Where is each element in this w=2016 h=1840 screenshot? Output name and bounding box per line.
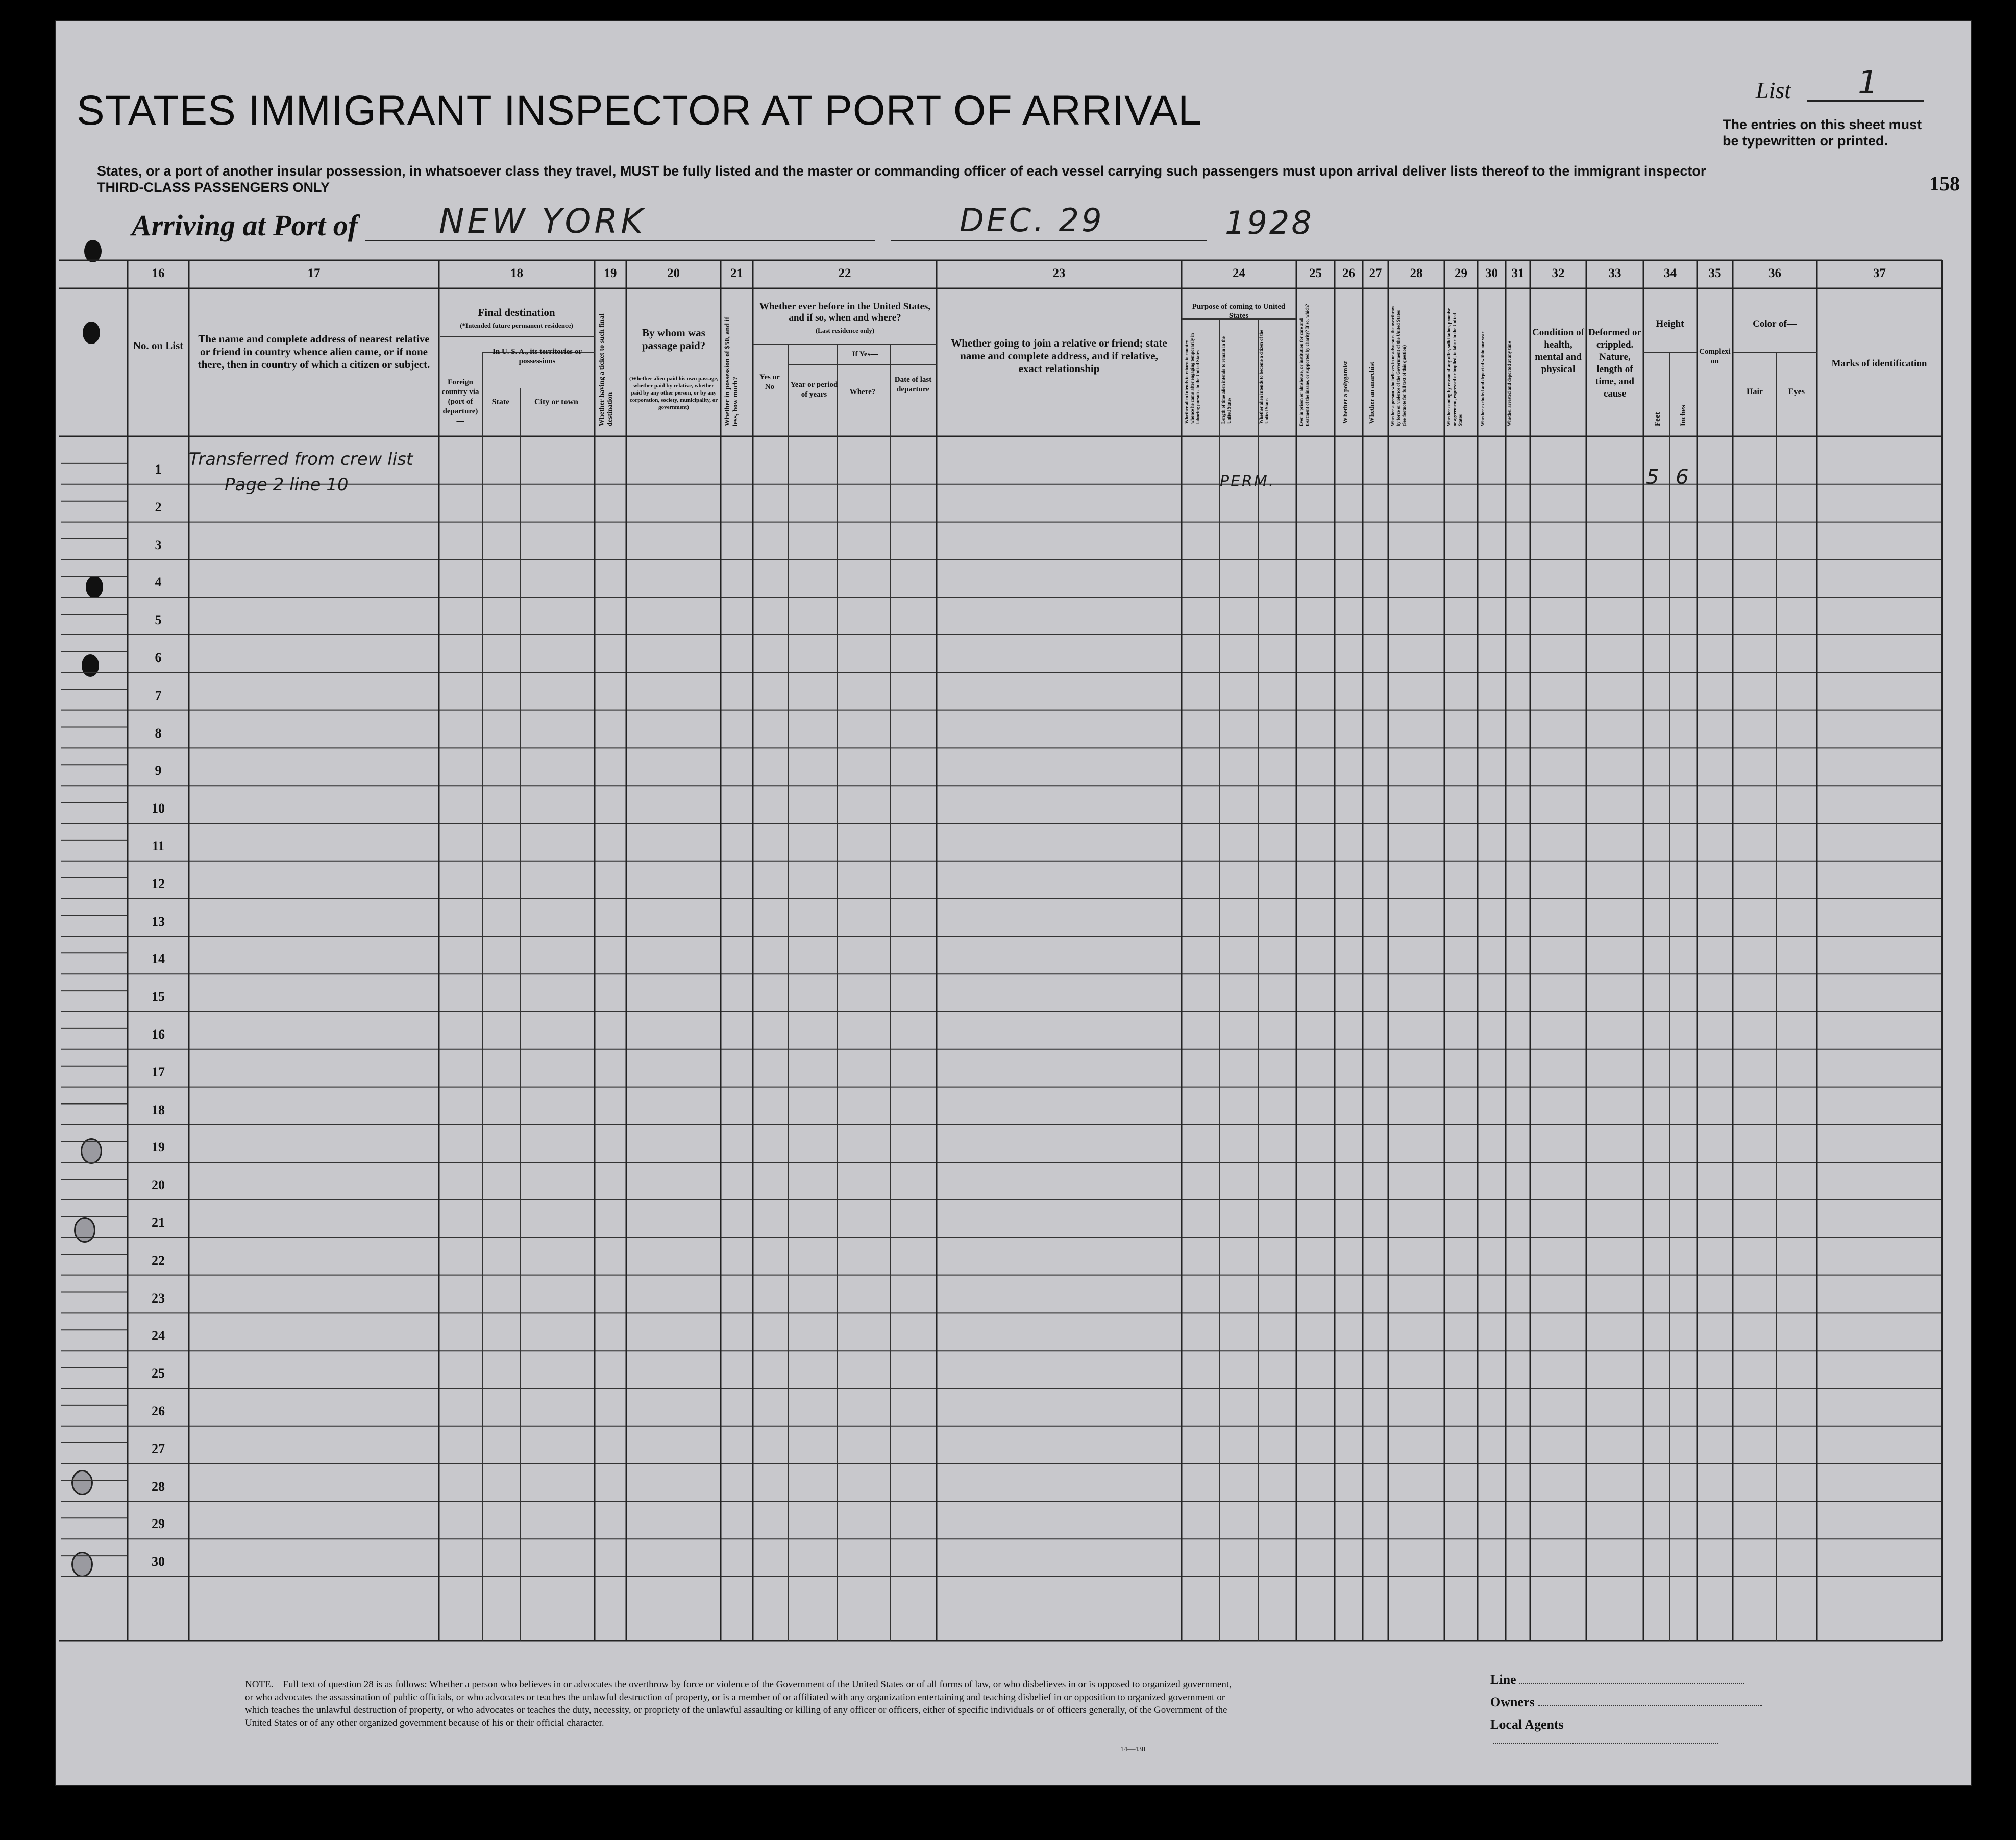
column-number: 34: [1664, 266, 1677, 280]
typewritten-note: [1723, 116, 1922, 149]
footer-agents-field: [1490, 1717, 1786, 1748]
row-number: 6: [155, 650, 162, 665]
punch-hole: [84, 240, 102, 262]
header-col34-feet: Feet: [1654, 412, 1662, 426]
page-title: STATES IMMIGRANT INSPECTOR AT PORT OF ARRIVAL: [77, 87, 1202, 134]
header-col23: Whether going to join a relative or friend; state name and complete address, and if relative, exact relationship: [951, 337, 1167, 375]
row-number: 19: [152, 1140, 165, 1155]
header-col18-usa: In U. S. A., its territories or possessions: [493, 348, 582, 365]
date-underline: [891, 240, 1207, 241]
row-number: 8: [155, 725, 162, 741]
header-col26: Whether a polygamist: [1341, 361, 1349, 424]
punch-hole: [71, 1552, 93, 1577]
row-number: 27: [152, 1441, 165, 1456]
header-no-on-list: No. on List: [133, 339, 184, 352]
header-col22-ifyes: If Yes—: [852, 350, 878, 358]
row-number: 25: [152, 1366, 165, 1381]
row-number: 9: [155, 763, 162, 778]
header-col18-foreign: Foreign country via (port of departure)—: [441, 378, 479, 425]
row1-relative-line2: Page 2 line 10: [225, 475, 349, 495]
row-number: 24: [152, 1328, 165, 1343]
header-col36: Color of—: [1753, 318, 1797, 329]
row-number: 4: [155, 575, 162, 590]
footer-owners-label: Owners: [1490, 1695, 1535, 1709]
column-number: 30: [1485, 266, 1498, 280]
header-col37: Marks of identification: [1831, 358, 1927, 369]
punch-hole: [83, 322, 100, 344]
column-number: 26: [1342, 266, 1355, 280]
header-col29: Whether coming by reason of any offer, solicitation, promise or agreement, expressed or implied, to labor in the United States: [1446, 308, 1463, 426]
row-number: 14: [152, 951, 165, 967]
header-col24-b: Length of time alien intends to remain in the United States: [1221, 336, 1232, 424]
header-col24: Purpose of coming to United States: [1192, 303, 1286, 320]
column-number: 17: [307, 266, 321, 280]
column-number: 27: [1369, 266, 1382, 280]
column-number: 32: [1552, 266, 1565, 280]
row-number: 12: [152, 876, 165, 891]
row-number: 3: [155, 537, 162, 552]
header-col20-sub: (Whether alien paid his own passage, whether paid by relative, whether paid by any other person, or by any corporation, society, municipality, or government): [629, 376, 718, 410]
row-number: 30: [152, 1554, 165, 1569]
page-number: 158: [1929, 172, 1960, 195]
year-value: 1928: [1225, 204, 1314, 241]
punch-hole: [86, 576, 103, 598]
header-col27: Whether an anarchist: [1368, 362, 1375, 424]
typewritten-note-line-2: be typewritten or printed.: [1723, 133, 1888, 149]
header-col22-where: Where?: [849, 388, 876, 396]
row-number: 7: [155, 688, 162, 703]
header-col24-a: Whether alien intends to return to country whence he came after engaging temporarily in laboring pursuits in the United States: [1184, 333, 1200, 424]
column-number: 24: [1233, 266, 1245, 280]
punch-hole: [82, 654, 99, 677]
footer-agents-label: Local Agents: [1490, 1717, 1564, 1732]
column-number: 22: [838, 266, 851, 280]
column-number: 36: [1768, 266, 1781, 280]
arriving-label: Arriving at Port of: [132, 209, 358, 242]
row-number: 23: [152, 1290, 165, 1306]
column-number: 31: [1511, 266, 1525, 280]
row-number: 22: [152, 1253, 165, 1268]
row-number: 5: [155, 612, 162, 628]
row-number: 18: [152, 1102, 165, 1117]
row-number: 10: [152, 801, 165, 816]
column-number: 18: [510, 266, 523, 280]
column-number: 29: [1455, 266, 1467, 280]
row-number: 2: [155, 499, 162, 514]
header-col36-hair: Hair: [1747, 387, 1763, 396]
header-col35: Complexion: [1699, 348, 1731, 365]
row1-purpose: PERM.: [1220, 473, 1275, 490]
instructions-line: States, or a port of another insular possession, in whatsoever class they travel, MUST be fully listed and the master or commanding officer of each vessel carrying such passengers must upon arrival deliver lists thereof to the immigrant inspector: [97, 163, 1706, 179]
footnote: NOTE.—Full text of question 28 is as follows: Whether a person who believes in or advocates the overthrow by force or violence of the Government of the United States or of all forms of law, or who disbelieves in or is opposed to organized government, or who advocates the assassination of public officials, or who advocates or teaches the unlawful destruction of property, or is a member of or affiliated with any organization entertaining and teaching disbelief in or opposition to organized government or which teaches the unlawful destruction of property, or who advocates or teaches the duty, necessity, or propriety of the unlawful assaulting or killing of any officer or officers, either of specific individuals or of officers generally, of the Government of the United States or of any other organized government because of his or their official character.: [245, 1679, 1232, 1728]
header-col20: By whom was passage paid?: [642, 327, 706, 352]
row-number: 20: [152, 1177, 165, 1193]
header-col36-eyes: Eyes: [1788, 387, 1805, 396]
form-code: 14—430: [1120, 1746, 1145, 1753]
footer-line-label: Line: [1490, 1672, 1516, 1687]
header-col22-sub: (Last residence only): [815, 327, 875, 334]
port-value: NEW YORK: [439, 202, 646, 241]
header-col30: Whether excluded and deported within one year: [1480, 331, 1485, 426]
column-number: 35: [1708, 266, 1722, 280]
passenger-class-line: THIRD-CLASS PASSENGERS ONLY: [97, 180, 330, 195]
footer-owners-field: [1490, 1695, 1786, 1710]
row1-relative-line1: Transferred from crew list: [189, 449, 413, 470]
row-number: 21: [152, 1215, 165, 1230]
header-col28: Whether a person who believes in or advocates the overthrow by force or violence of the Government of the United States (See footnote for full text of this question): [1390, 306, 1407, 426]
header-col22-date: Date of last departure: [894, 376, 932, 394]
header-col18: Final destination: [478, 306, 555, 318]
header-col31: Whether arrested and deported at any time: [1507, 341, 1512, 426]
column-number: 37: [1873, 266, 1886, 280]
punch-hole: [81, 1138, 102, 1164]
column-number: 23: [1052, 266, 1066, 280]
header-col18-state: State: [491, 398, 510, 406]
column-number: 16: [152, 266, 165, 280]
list-label: List: [1756, 77, 1791, 103]
typewritten-note-line-1: The entries on this sheet must: [1723, 117, 1922, 132]
column-number: 25: [1309, 266, 1322, 280]
header-col34: Height: [1656, 318, 1684, 329]
header-col18-city: City or town: [534, 398, 578, 406]
column-number: 33: [1608, 266, 1621, 280]
date-value: DEC. 29: [960, 202, 1104, 239]
list-number: 1: [1858, 64, 1878, 101]
row-number: 28: [152, 1479, 165, 1494]
header-col24-c: Whether alien intends to become a citizen of the United States: [1259, 330, 1269, 424]
row-number: 17: [152, 1064, 165, 1080]
row-number: 11: [152, 839, 165, 853]
header-col33: Deformed or crippled. Nature, length of time, and cause: [1588, 327, 1641, 399]
row-number: 26: [152, 1404, 165, 1418]
column-number: 28: [1410, 266, 1423, 280]
header-col22-year: Year or period of years: [790, 381, 838, 399]
column-number: 20: [667, 266, 680, 280]
footer-line-field: [1490, 1672, 1786, 1687]
row-number: 29: [152, 1516, 165, 1532]
header-col21: Whether in possession of $50, and if less, how much?: [724, 316, 740, 426]
row-number: 13: [152, 914, 165, 929]
column-number: 21: [730, 266, 743, 280]
header-col34-inches: Inches: [1679, 405, 1687, 426]
header-col17: The name and complete address of nearest relative or friend in country whence alien came, or if none there, then in country of which a citizen or subject.: [198, 333, 430, 371]
row-number: 16: [152, 1027, 165, 1042]
row-number: 1: [155, 462, 162, 477]
column-number: 19: [604, 266, 617, 280]
header-col18-sub: (*Intended future permanent residence): [460, 322, 573, 329]
row-number: 15: [152, 989, 165, 1004]
punch-hole: [71, 1470, 93, 1495]
header-col19: Whether having a ticket to such final destination: [598, 313, 614, 426]
manifest-sheet: [55, 20, 1972, 1786]
header-col25: Ever in prison or almshouse, or institution for care and treatment of the insane, or supported by charity? If so, which?: [1299, 304, 1310, 426]
row1-height: 5 6: [1646, 465, 1694, 489]
header-col22-yesno: Yes or No: [759, 373, 780, 391]
header-col32: Condition of health, mental and physical: [1532, 327, 1584, 375]
header-col22: Whether ever before in the United States, and if so, when and where?: [759, 301, 931, 323]
punch-hole: [74, 1217, 95, 1243]
